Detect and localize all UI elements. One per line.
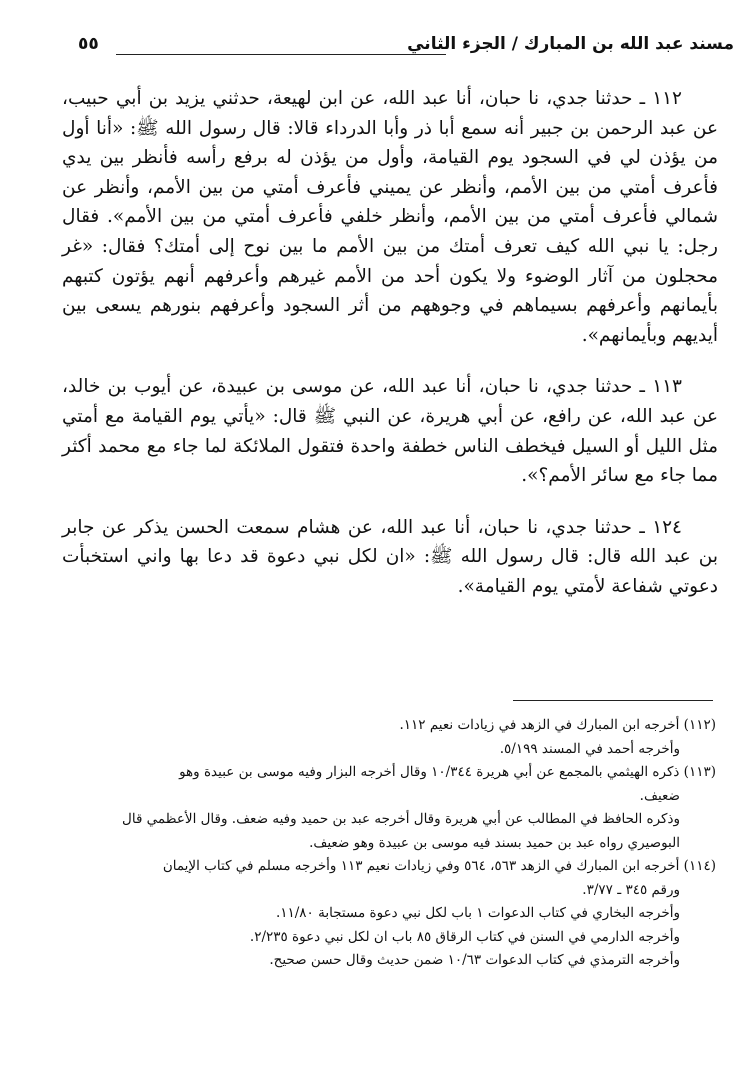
header-title: مسند عبد الله بن المبارك / الجزء الثاني: [407, 34, 734, 54]
footnote-line: وأخرجه الترمذي في كتاب الدعوات ١٠/٦٣ ضمن حديث وقال حسن صحيح.: [269, 952, 680, 968]
hadith-124: ١٢٤ ـ حدثنا جدي، نا حبان، أنا عبد الله، عن هشام سمعت الحسن يذكر عن جابر بن عبد الله قال: قال رسول الله ﷺ: «ان لكل نبي دعوة قد دعا بها واني استخبأت دعوتي شفاعة لأمتي يوم القيامة».: [62, 516, 718, 597]
hadith-113: ١١٣ ـ حدثنا جدي، نا حبان، أنا عبد الله، عن موسى بن عبيدة، عن أيوب بن خالد، عن عبد الله، عن رافع، عن أبي هريرة، عن النبي ﷺ قال: «يأتي يوم القيامة مع أمتي مثل الليل أو السيل فيخطف الناس خطفة واحدة فتقول الملائكة لما جاء مع محمد أكثر مما جاء مع سائر الأمم؟».: [62, 376, 718, 487]
footnote-divider: [513, 700, 713, 701]
footnote-line: وذكره الحافظ في المطالب عن أبي هريرة وقال أخرجه عبد بن حميد وفيه ضعف. وقال الأعظمي قال: [122, 811, 680, 827]
footnote-line: وأخرجه البخاري في كتاب الدعوات ١ باب لكل نبي دعوة مستجابة ١١/٨٠.: [275, 905, 680, 921]
page-number: ٥٥: [78, 34, 99, 54]
footnote-line: البوصيري رواه عبد بن حميد بسند فيه موسى بن عبيدة وهو ضعيف.: [309, 834, 680, 851]
footnote-line: وأخرجه الدارمي في السنن في كتاب الرقاق ٨٥ باب ان لكل نبي دعوة ٢/٢٣٥.: [249, 928, 680, 945]
hadith-112: ١١٢ ـ حدثنا جدي، نا حبان، أنا عبد الله، عن ابن لهيعة، حدثني يزيد بن أبي حبيب، عن عبد الرحمن بن جبير أنه سمع أبا ذر وأبا الدرداء قالا: قال رسول الله ﷺ: «أنا أول من يؤذن لي في السجود يوم القيامة، وأول من يؤذن له برفع رأسه فأنظر بين يدي فأعرف أمتي من بين الأمم، وأنظر عن يميني فأعرف أمتي من بين الأمم، وأنظر عن شمالي فأعرف أمتي من بين الأمم، وأنظر خلفي فأعرف أمتي من بين الأمم». فقال رجل: يا نبي الله كيف تعرف أمتك من بين الأمم ما بين نوح إلى أمتك؟ فقال: «غر محجلون من آثار الوضوء ولا يكون أحد من الأمم غيرهم وأعرفهم أنهم يؤتون كتبهم بأيمانهم وأعرفهم بسيماهم في وجوههم من أثر السجود وأعرفهم بنورهم يسعى بين أيديهم وبأيمانهم».: [62, 88, 718, 346]
header-rule: [116, 54, 446, 55]
footnotes: [30, 714, 716, 973]
footnote-line: ورقم ٣٤٥ ـ ٣/٧٧.: [582, 881, 680, 898]
footnote-line: (١١٣) ذكره الهيثمي بالمجمع عن أبي هريرة ١٠/٣٤٤ وقال أخرجه البزار وفيه موسى بن عبيدة وهو: [179, 764, 716, 780]
running-header: [78, 30, 734, 68]
footnote-line: (١١٢) أخرجه ابن المبارك في الزهد في زيادات نعيم ١١٢.: [399, 717, 716, 733]
footnote-line: وأخرجه أحمد في المسند ٥/١٩٩.: [499, 740, 680, 757]
main-text: [62, 84, 718, 624]
footnote-line: ضعيف.: [639, 787, 680, 804]
footnote-line: (١١٤) أخرجه ابن المبارك في الزهد ٥٦٣، ٥٦٤ وفي زيادات نعيم ١١٣ وأخرجه مسلم في كتاب الإيمان: [162, 858, 716, 874]
